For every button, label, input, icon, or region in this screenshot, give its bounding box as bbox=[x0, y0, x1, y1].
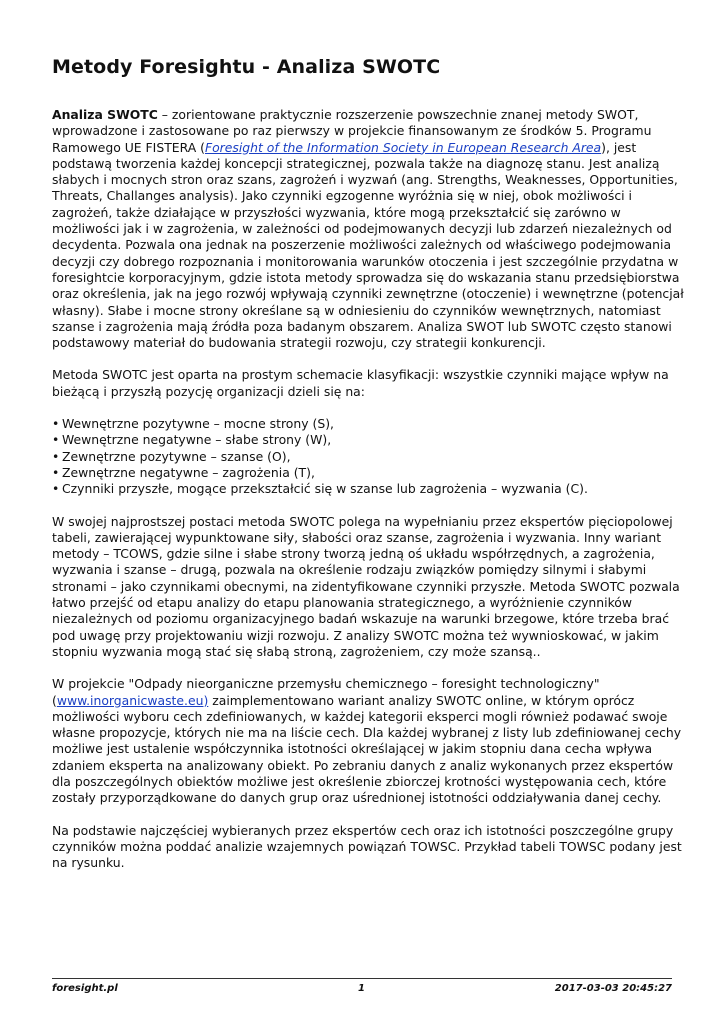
list-item: • Zewnętrzne pozytywne – szanse (O), bbox=[52, 449, 684, 465]
text: zaimplementowano wariant analizy SWOTC online, w którym oprócz możliwości wyboru cech zdefiniowanych, w każdej kategorii eksperci mogli również podawać swoje własne propozycje, których nie ma na liście cech. Dla każdej wybranej z listy lub zdefiniowanej cechy możliwe jest ustalenie współczynnika istotności określającej w jakim stopniu dana cecha wpływa zdaniem eksperta na analizowany obiekt. Po zebraniu danych z analiz wykonanych przez ekspertów dla poszczególnych obiektów możliwe jest określenie zbiorczej krotności występowania cech, które zostały przyporządkowane do danych grup oraz uśrednionej istotności oddziaływania danej cechy. bbox=[52, 692, 682, 806]
text: – zorientowane praktycznie rozszerzenie powszechnie znanej metody SWOT, wprowadzone i zastosowane po raz pierwszy w projekcie finansowanym ze środków 5. Programu Ramowego UE FISTERA ( bbox=[52, 107, 652, 155]
footer-site: foresight.pl bbox=[52, 983, 118, 994]
paragraph-method: W swojej najprostszej postaci metoda SWOTC polega na wypełnianiu przez ekspertów pięciopolowej tabeli, zawierającej wypunktowane siły, słabości oraz szanse, zagrożenia i wyzwania. Inny wariant metody – TCOWS, gdzie silne i słabe strony tworzą jedną oś układu współrzędnych, a zagrożenia, wyzwania i szanse – drugą, pozwala na określenie rodzaju związków pomiędzy silnymi i słabymi stronami – jako czynnikami obecnymi, na zidentyfikowane czynniki przyszłe. Metoda SWOTC pozwala łatwo przejść od etapu analizy do etapu planowania strategicznego, a wyróżnienie czynników niezależnych od poziomu organizacyjnego badań wskazuje na warunki brzegowe, które trzeba brać pod uwagę przy projektowaniu wizji rozwoju. Z analizy SWOTC można też wywnioskować, w jakim stopniu wyzwania mogą stać się słabą stroną, zagrożeniem, czy może szansą.. bbox=[52, 513, 680, 659]
paragraph-project bbox=[52, 676, 684, 806]
page-footer bbox=[52, 978, 672, 994]
article-body bbox=[52, 107, 684, 887]
factor-list bbox=[52, 416, 684, 497]
text: W projekcie "Odpady nieorganiczne przemysłu chemicznego – foresight technologiczny" ( bbox=[52, 676, 600, 708]
inorganicwaste-link[interactable]: www.inorganicwaste.eu) bbox=[56, 692, 209, 708]
footer-page-number: 1 bbox=[358, 983, 365, 994]
list-item: • Czynniki przyszłe, mogące przekształcić się w szanse lub zagrożenia – wyzwania (C). bbox=[52, 481, 684, 497]
paragraph-classification: Metoda SWOTC jest oparta na prostym schemacie klasyfikacji: wszystkie czynniki mające wpływ na bieżącą i przyszłą pozycję organizacji dzieli się na: bbox=[52, 367, 669, 399]
list-item: • Zewnętrzne negatywne – zagrożenia (T), bbox=[52, 465, 684, 481]
text: ), jest podstawą tworzenia każdej koncepcji strategicznej, pozwala także na diagnozę stanu. Jest analizą słabych i mocnych stron oraz szans, zagrożeń i wyzwań (ang. Strengths, Weaknesses, Opportunities, Threats, Challanges analysis). Jako czynniki egzogenne wyróżnia się w niej, obok możliwości i zagrożeń, także działające w przyszłości wyzwania, które mogą przekształcić się zarówno w możliwości jak i w zagrożenia, w zależności od podejmowanych decyzji lub zdarzeń niezależnych od decydenta. Pozwala ona jednak na poszerzenie możliwości zależnych od właściwego podejmowania decyzji czy dobrego rozpoznania i monitorowania warunków otoczenia i jest szczególnie przydatna w foresightcie korporacyjnym, gdzie istota metody sprowadza się do wskazania stanu przedsiębiorstwa oraz określenia, jak na jego rozwój wpływają czynniki zewnętrzne (otoczenie) i wewnętrzne (potencjał własny). Słabe i mocne strony określane są w odniesieniu do czynników wewnętrznych, natomiast szanse i zagrożenia mają źródła poza badanym obszarem. Analiza SWOT lub SWOTC często stanowi podstawowy materiał do budowania strategii rozwoju, czy strategii konkurencji. bbox=[52, 139, 684, 351]
footer-timestamp: 2017-03-03 20:45:27 bbox=[554, 983, 672, 994]
list-item: • Wewnętrzne pozytywne – mocne strony (S), bbox=[52, 416, 684, 432]
list-item: • Wewnętrzne negatywne – słabe strony (W), bbox=[52, 432, 684, 448]
paragraph-towsc: Na podstawie najczęściej wybieranych przez ekspertów cech oraz ich istotności poszczególne grupy czynników można poddać analizie wzajemnych powiązań TOWSC. Przykład tabeli TOWSC podany jest na rysunku. bbox=[52, 822, 682, 871]
page-title: Metody Foresightu - Analiza SWOTC bbox=[52, 56, 441, 78]
term-analiza-swotc: Analiza SWOTC bbox=[52, 107, 158, 122]
fistera-link[interactable]: Foresight of the Information Society in European Research Area bbox=[204, 139, 602, 155]
paragraph-intro bbox=[52, 107, 684, 351]
